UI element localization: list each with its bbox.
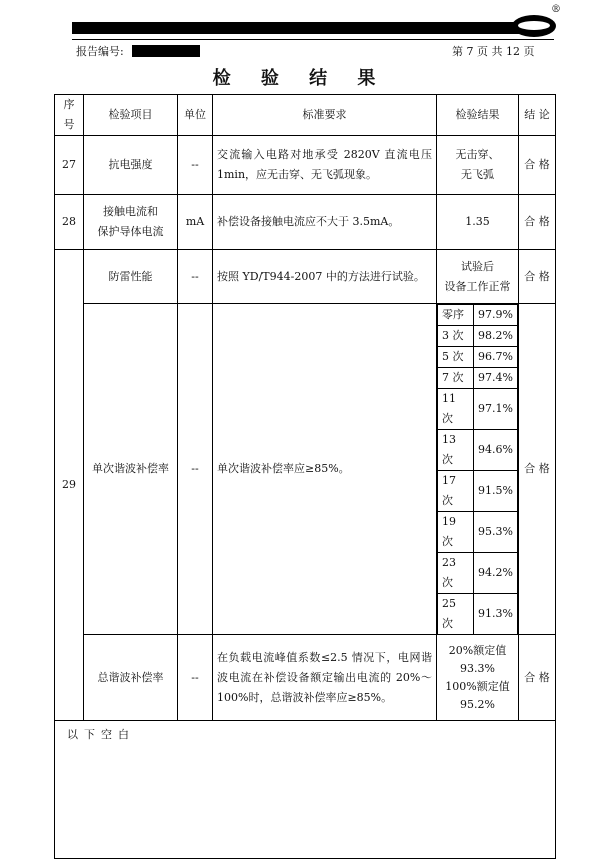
- harmonic-order: 25 次: [438, 594, 474, 635]
- row-result: [437, 635, 519, 721]
- report-number-label: 报告编号:: [76, 45, 124, 58]
- harmonic-row: [438, 347, 518, 368]
- col-header-no: 序号: [55, 95, 84, 136]
- row-conclusion: 合 格: [519, 136, 556, 195]
- harmonic-order: 零序: [438, 305, 474, 326]
- row-unit: --: [178, 136, 213, 195]
- harmonic-order: 3 次: [438, 326, 474, 347]
- row-result: [437, 136, 519, 195]
- result-line: 设备工作正常: [444, 279, 511, 293]
- results-table: [54, 94, 556, 859]
- row-no: 28: [55, 195, 84, 250]
- harmonic-row: [438, 305, 518, 326]
- harmonic-value: 97.1%: [474, 389, 518, 430]
- harmonic-order: 11 次: [438, 389, 474, 430]
- harmonic-order: 19 次: [438, 512, 474, 553]
- row-requirement: 按照 YD/T944-2007 中的方法进行试验。: [213, 250, 437, 304]
- redacted-header: [72, 22, 542, 34]
- result-line: 无击穿、: [455, 148, 500, 161]
- harmonic-value: 95.3%: [474, 512, 518, 553]
- table-row: [55, 250, 556, 304]
- col-header-conclusion: 结 论: [519, 95, 556, 136]
- result-value: 93.3%: [460, 661, 495, 675]
- row-result: [437, 250, 519, 304]
- row-conclusion: 合 格: [519, 195, 556, 250]
- row-result: 1.35: [437, 195, 519, 250]
- row-conclusion: 合 格: [519, 304, 556, 635]
- harmonic-row: [438, 594, 518, 635]
- registered-mark: ®: [551, 4, 561, 15]
- harmonic-order: 7 次: [438, 368, 474, 389]
- row-no: 27: [55, 136, 84, 195]
- harmonic-row: [438, 368, 518, 389]
- harmonic-table: [437, 304, 518, 634]
- row-requirement: 补偿设备接触电流应不大于 3.5mA。: [213, 195, 437, 250]
- harmonic-row: [438, 512, 518, 553]
- blank-row: [55, 721, 556, 859]
- harmonic-order: 23 次: [438, 553, 474, 594]
- harmonic-results: [437, 304, 519, 635]
- harmonic-value: 94.6%: [474, 430, 518, 471]
- row-item: 单次谐波补偿率: [84, 304, 178, 635]
- blank-note: 以下空白: [55, 721, 556, 859]
- harmonic-value: 91.3%: [474, 594, 518, 635]
- table-header-row: [55, 95, 556, 136]
- row-unit: mA: [178, 195, 213, 250]
- table-row: [55, 304, 556, 635]
- row-unit: --: [178, 304, 213, 635]
- result-label: 100%额定值: [445, 679, 510, 693]
- row-requirement: 单次谐波补偿率应≥85%。: [213, 304, 437, 635]
- row-item: 抗电强度: [84, 136, 178, 195]
- harmonic-order: 5 次: [438, 347, 474, 368]
- harmonic-value: 91.5%: [474, 471, 518, 512]
- table-row: [55, 195, 556, 250]
- harmonic-value: 97.4%: [474, 368, 518, 389]
- col-header-unit: 单位: [178, 95, 213, 136]
- header-rule: [72, 39, 554, 40]
- result-label: 20%额定值: [448, 643, 507, 657]
- item-line: 接触电流和: [103, 205, 158, 218]
- page-info: 第 7 页 共 12 页: [452, 45, 535, 58]
- harmonic-row: [438, 471, 518, 512]
- harmonic-row: [438, 389, 518, 430]
- harmonic-value: 96.7%: [474, 347, 518, 368]
- harmonic-value: 97.9%: [474, 305, 518, 326]
- col-header-item: 检验项目: [84, 95, 178, 136]
- row-no: 29: [55, 250, 84, 721]
- row-item: 防雷性能: [84, 250, 178, 304]
- item-line: 保护导体电流: [97, 225, 164, 238]
- company-logo-inner: [518, 21, 550, 30]
- result-value: 95.2%: [460, 697, 495, 711]
- row-unit: --: [178, 635, 213, 721]
- harmonic-value: 98.2%: [474, 326, 518, 347]
- row-item: [84, 195, 178, 250]
- redacted-report-number: [132, 45, 200, 57]
- result-line: 无飞弧: [461, 168, 494, 181]
- row-unit: --: [178, 250, 213, 304]
- row-requirement: 交流输入电路对地承受 2820V 直流电压 1min，应无击穿、无飞弧现象。: [213, 136, 437, 195]
- row-requirement: 在负载电流峰值系数≤2.5 情况下，电网谐波电流在补偿设备额定输出电流的 20%～100%时，总谐波补偿率应≥85%。: [213, 635, 437, 721]
- harmonic-row: [438, 553, 518, 594]
- result-line: 试验后: [461, 259, 494, 273]
- harmonic-order: 13 次: [438, 430, 474, 471]
- page-title: 检 验 结 果: [212, 68, 388, 89]
- table-row: [55, 136, 556, 195]
- harmonic-row: [438, 430, 518, 471]
- col-header-result: 检验结果: [437, 95, 519, 136]
- row-item: 总谐波补偿率: [84, 635, 178, 721]
- harmonic-order: 17 次: [438, 471, 474, 512]
- harmonic-value: 94.2%: [474, 553, 518, 594]
- col-header-requirement: 标准要求: [213, 95, 437, 136]
- row-conclusion: 合 格: [519, 250, 556, 304]
- row-conclusion: 合 格: [519, 635, 556, 721]
- table-row: [55, 635, 556, 721]
- harmonic-row: [438, 326, 518, 347]
